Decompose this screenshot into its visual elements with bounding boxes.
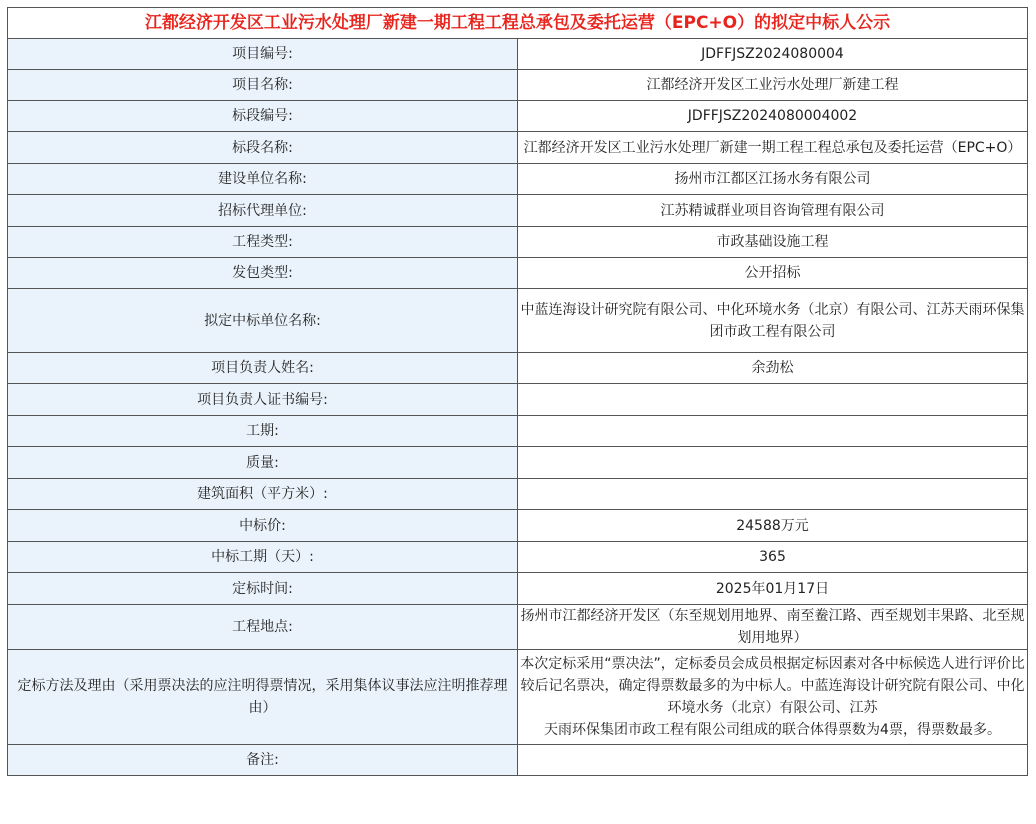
row-value-section-number: JDFFJSZ2024080004002 (518, 101, 1028, 132)
table-row (8, 447, 1028, 479)
table-row (8, 70, 1028, 101)
row-value-agency: 江苏精诚群业项目咨询管理有限公司 (518, 195, 1028, 227)
row-value-floor-area (518, 479, 1028, 510)
row-value-award-date: 2025年01月17日 (518, 573, 1028, 605)
row-value-manager-cert (518, 384, 1028, 416)
row-label-bid-duration: 中标工期（天）: (8, 542, 518, 573)
row-label-section-name: 标段名称: (8, 132, 518, 164)
row-value-remarks (518, 745, 1028, 776)
row-label-project-name: 项目名称: (8, 70, 518, 101)
row-label-bid-price: 中标价: (8, 510, 518, 542)
title-row (8, 8, 1028, 39)
row-value-contract-type: 公开招标 (518, 258, 1028, 289)
row-label-remarks: 备注: (8, 745, 518, 776)
row-label-award-method: 定标方法及理由（采用票决法的应注明得票情况，采用集体议事法应注明推荐理由） (8, 650, 518, 745)
table-row (8, 101, 1028, 132)
row-value-project-number: JDFFJSZ2024080004 (518, 39, 1028, 70)
table-row (8, 510, 1028, 542)
row-label-project-number: 项目编号: (8, 39, 518, 70)
table-row (8, 132, 1028, 164)
table-row (8, 745, 1028, 776)
award-method-text: 本次定标采用“票决法”，定标委员会成员根据定标因素对各中标候选人进行评价比较后记名票决，确定得票数最多的为中标人。中蓝连海设计研究院有限公司、中化环境水务（北京）有限公司、江苏 (520, 656, 1025, 716)
award-method-text-last: 天雨环保集团市政工程有限公司组成的联合体得票数为4票，得票数最多。 (544, 722, 1001, 738)
row-label-floor-area: 建筑面积（平方米）: (8, 479, 518, 510)
row-label-contract-type: 发包类型: (8, 258, 518, 289)
table-row (8, 573, 1028, 605)
page-title: 江都经济开发区工业污水处理厂新建一期工程工程总承包及委托运营（EPC+O）的拟定中标人公示 (8, 8, 1028, 39)
row-label-award-date: 定标时间: (8, 573, 518, 605)
row-value-manager-name: 余劲松 (518, 353, 1028, 384)
row-value-project-type: 市政基础设施工程 (518, 227, 1028, 258)
table-row (8, 353, 1028, 384)
row-value-duration (518, 416, 1028, 447)
row-value-location: 扬州市江都经济开发区（东至规划用地界、南至鲞江路、西至规划丰果路、北至规划用地界） (518, 605, 1028, 650)
row-label-owner: 建设单位名称: (8, 164, 518, 195)
row-value-bid-duration: 365 (518, 542, 1028, 573)
row-label-section-number: 标段编号: (8, 101, 518, 132)
table-row (8, 479, 1028, 510)
row-label-project-type: 工程类型: (8, 227, 518, 258)
row-label-winning-bidder: 拟定中标单位名称: (8, 289, 518, 353)
table-row (8, 384, 1028, 416)
table-row (8, 39, 1028, 70)
table-row (8, 227, 1028, 258)
row-label-duration: 工期: (8, 416, 518, 447)
row-value-section-name: 江都经济开发区工业污水处理厂新建一期工程工程总承包及委托运营（EPC+O） (518, 132, 1028, 164)
row-value-winning-bidder: 中蓝连海设计研究院有限公司、中化环境水务（北京）有限公司、江苏天雨环保集团市政工程有限公司 (518, 289, 1028, 353)
table-row (8, 542, 1028, 573)
table-row (8, 605, 1028, 650)
row-label-location: 工程地点: (8, 605, 518, 650)
row-label-manager-name: 项目负责人姓名: (8, 353, 518, 384)
row-label-agency: 招标代理单位: (8, 195, 518, 227)
bid-notice-table (7, 7, 1028, 776)
table-row (8, 164, 1028, 195)
row-label-manager-cert: 项目负责人证书编号: (8, 384, 518, 416)
row-label-quality: 质量: (8, 447, 518, 479)
table-row (8, 289, 1028, 353)
row-value-owner: 扬州市江都区江扬水务有限公司 (518, 164, 1028, 195)
row-value-award-method (518, 650, 1028, 745)
table-row (8, 416, 1028, 447)
row-value-quality (518, 447, 1028, 479)
table-row (8, 650, 1028, 745)
row-value-bid-price: 24588万元 (518, 510, 1028, 542)
row-value-project-name: 江都经济开发区工业污水处理厂新建工程 (518, 70, 1028, 101)
table-row (8, 258, 1028, 289)
table-row (8, 195, 1028, 227)
